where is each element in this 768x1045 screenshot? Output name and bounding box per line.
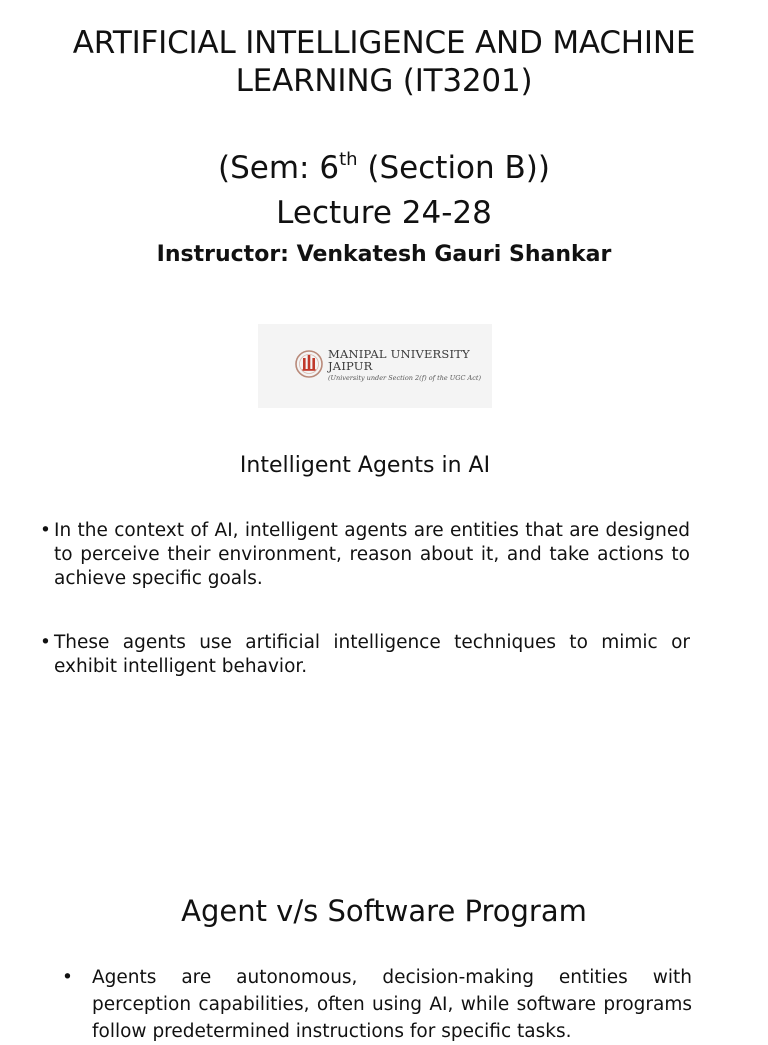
bullet-item: • These agents use artificial intelligence techniques to mimic or exhibit intelligent behavior. [40,631,690,679]
semester-line [0,148,768,188]
course-title: ARTIFICIAL INTELLIGENCE AND MACHINE LEARNING (IT3201) [72,25,696,99]
semester-superscript: th [339,149,358,170]
bullet-item: • Agents are autonomous, decision-making entities with perception capabilities, often using AI, while software programs follow predetermined instructions for specific tasks. [62,964,692,1045]
section-heading-intelligent-agents: Intelligent Agents in AI [239,453,491,478]
lecture-number: Lecture 24-28 [276,195,492,231]
instructor-name: Instructor: Venkatesh Gauri Shankar [156,242,612,267]
bullet-item: • In the context of AI, intelligent agents are entities that are designed to perceive their environment, reason about it, and take actions to achieve specific goals. [40,519,690,591]
logo-name [328,348,470,372]
logo-name-line1: MANIPAL UNIVERSITY [328,347,470,361]
agent-vs-software-bullets [62,964,692,1045]
logo-name-line2: JAIPUR [328,359,373,373]
intelligent-agents-bullets [40,519,690,679]
semester-prefix: (Sem: 6 [218,150,340,186]
logo-subtitle: (University under Section 2(f) of the UGC Act) [328,374,481,382]
section-heading-agent-vs-software: Agent v/s Software Program [181,894,587,928]
semester-suffix: (Section B)) [357,150,550,186]
university-seal-icon [294,346,324,382]
university-logo [258,324,492,408]
